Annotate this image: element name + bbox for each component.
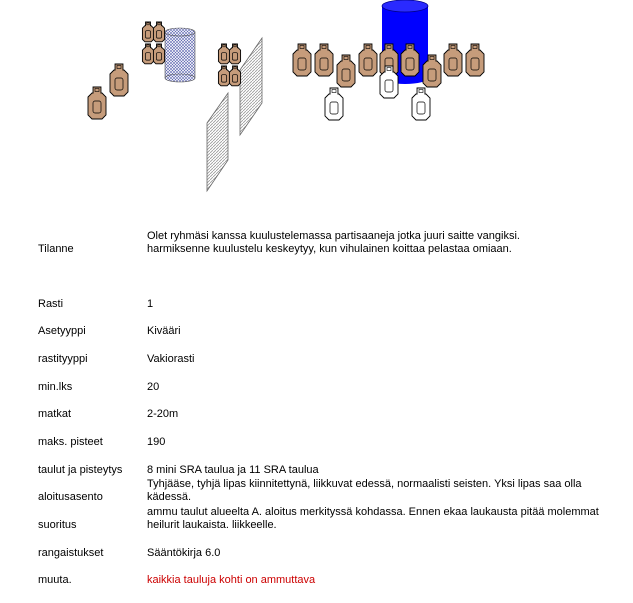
sra-target-icon	[466, 44, 484, 76]
stage-diagram	[0, 0, 633, 200]
wall-panel-icon	[207, 93, 228, 191]
sra-target-icon	[218, 66, 229, 86]
rasti-label: Rasti	[38, 298, 64, 310]
rastityyppi-label: rastityyppi	[38, 353, 88, 365]
sra-target-icon	[444, 44, 462, 76]
min-lks-label: min.lks	[38, 381, 73, 393]
maks-pisteet-label: maks. pisteet	[38, 436, 103, 448]
situation-label: Tilanne	[38, 243, 74, 255]
rangaistukset-label: rangaistukset	[38, 547, 104, 559]
rastityyppi-value: Vakiorasti	[147, 353, 195, 365]
suoritus-label: suoritus	[38, 519, 77, 531]
muuta-label: muuta.	[38, 574, 72, 586]
asetyyppi-label: Asetyyppi	[38, 325, 86, 337]
wall-panel-icon	[240, 38, 262, 135]
no-shoot-target-icon	[412, 88, 430, 120]
sra-target-icon	[337, 55, 355, 87]
sra-target-icon	[153, 44, 164, 64]
maks-pisteet-value: 190	[147, 436, 166, 448]
aloitusasento-value: Tyhjääse, tyhjä lipas kiinnitettynä, liikkuvat edessä, normaalisti seisten. Yksi lipas saa olla kädessä.	[147, 478, 582, 503]
sra-target-icon	[359, 44, 377, 76]
aloitusasento-label: aloitusasento	[38, 491, 103, 503]
taulut-label: taulut ja pisteytys	[38, 464, 123, 476]
asetyyppi-value: Kivääri	[147, 325, 181, 337]
min-lks-value: 20	[147, 381, 160, 393]
sra-target-icon	[153, 22, 164, 42]
rasti-value: 1	[147, 298, 154, 310]
sra-target-icon	[229, 44, 240, 64]
matkat-value: 2-20m	[147, 408, 179, 420]
sra-target-icon	[218, 44, 229, 64]
situation-line: Olet ryhmäsi kanssa kuulustelemassa partisaaneja jotka juuri saitte vangiksi.	[147, 230, 520, 242]
sra-target-icon	[315, 44, 333, 76]
situation-text	[147, 230, 617, 256]
no-shoot-target-icon	[325, 88, 343, 120]
suoritus-value: ammu taulut alueelta A. aloitus merkityssä kohdassa. Ennen ekaa laukausta pitää molemmat heilurit laukaista. liikkeelle.	[147, 506, 599, 531]
mesh-barrel-icon	[165, 28, 195, 82]
sra-target-icon	[229, 66, 240, 86]
sra-target-icon	[142, 22, 153, 42]
situation-line: harmiksenne kuulustelu keskeytyy, kun vihulainen koittaa pelastaa omiaan.	[147, 243, 512, 255]
muuta-value: kaikkia tauluja kohti on ammuttava	[147, 574, 316, 586]
sra-target-icon	[88, 87, 106, 119]
matkat-label: matkat	[38, 408, 72, 420]
sra-target-icon	[142, 44, 153, 64]
sra-target-icon	[293, 44, 311, 76]
taulut-value: 8 mini SRA taulua ja 11 SRA taulua	[147, 464, 319, 476]
sra-target-icon	[110, 64, 128, 96]
rangaistukset-value: Sääntökirja 6.0	[147, 547, 221, 559]
